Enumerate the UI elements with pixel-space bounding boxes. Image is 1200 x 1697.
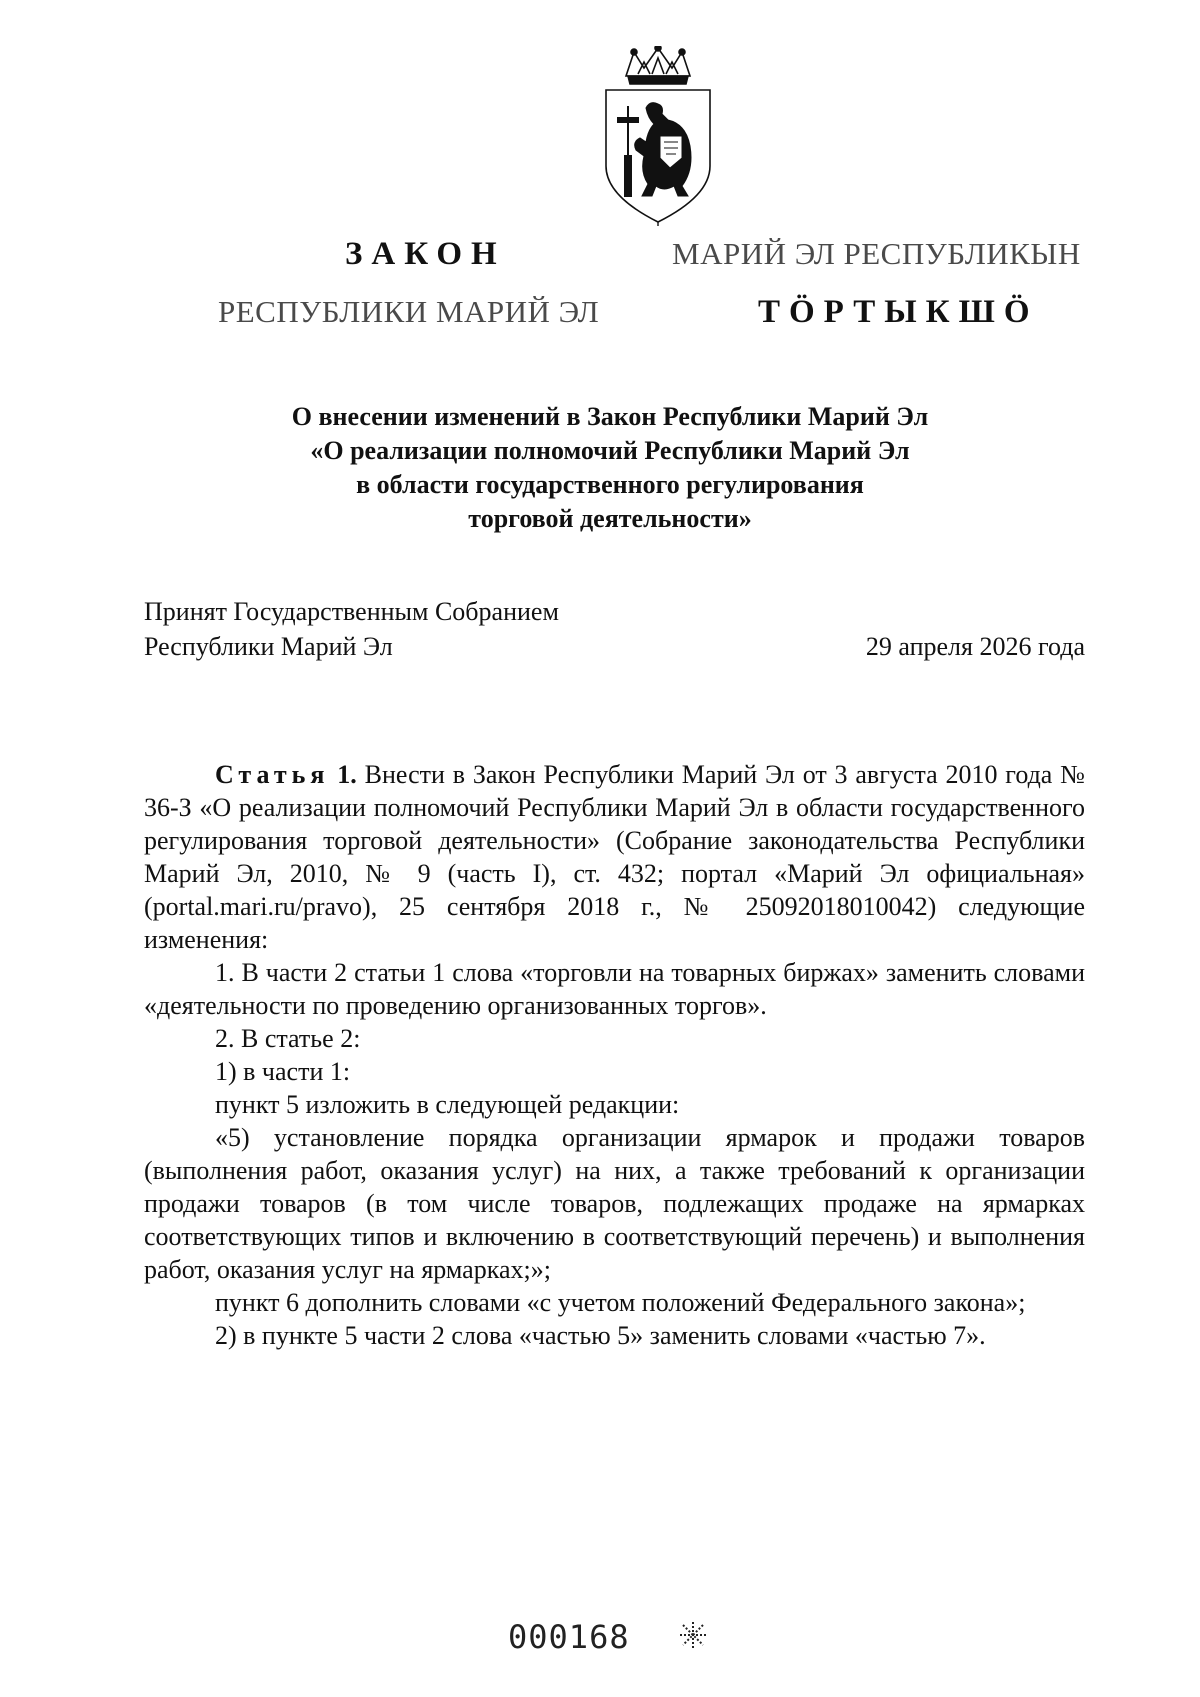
- asterisk-mark-icon: [678, 1620, 708, 1650]
- law-title-line: «О реализации полномочий Республики Марий Эл: [310, 436, 910, 465]
- adoption-statement: [144, 594, 559, 664]
- law-title-line: в области государственного регулирования: [356, 470, 864, 499]
- republic-name-ru: РЕСПУБЛИКИ МАРИЙ ЭЛ: [218, 294, 600, 329]
- article-label: Статья: [215, 760, 330, 789]
- law-heading-ru: ЗАКОН: [345, 236, 506, 272]
- article-paragraph: 2. В статье 2:: [215, 1024, 361, 1053]
- article-intro-text: Внести в Закон Республики Марий Эл от 3 августа 2010 года № 36-З «О реализации полномочий Республики Марий Эл в области государственного регулирования торговой деятельности» (Собрание законодательства Республики Марий Эл, 2010, № 9 (часть I), ст. 432; портал «Марий Эл официальная» (portal.mari.ru/pravo), 25 сентября 2018 г., № 25092018010042) следующие изменения:: [144, 760, 1085, 954]
- crown-icon: [626, 46, 690, 84]
- document-number: 000168: [508, 1618, 630, 1656]
- article-paragraph: «5) установление порядка организации ярмарок и продажи товаров (выполнения работ, оказания услуг) на них, а также требований к организации продажи товаров (в том числе товаров, подлежащих продаже на ярмарках соответствующих типов и включению в соответствующий перечень) и выполнения работ, оказания услуг на ярмарках;»;: [144, 1123, 1085, 1284]
- article-paragraph: пункт 6 дополнить словами «с учетом положений Федерального закона»;: [215, 1288, 1026, 1317]
- adoption-date: 29 апреля 2026 года: [865, 632, 1085, 661]
- adoption-line: Принят Государственным Собранием: [144, 597, 559, 626]
- law-title: [140, 400, 1080, 536]
- law-heading-mari: ТӦРТЫКШӦ: [758, 294, 1039, 330]
- law-title-line: О внесении изменений в Закон Республики Марий Эл: [291, 402, 929, 431]
- article-body: [144, 758, 1085, 1352]
- article-paragraph: 2) в пункте 5 части 2 слова «частью 5» заменить словами «частью 7».: [215, 1321, 986, 1350]
- article-paragraph: 1. В части 2 статьи 1 слова «торговли на товарных биржах» заменить словами «деятельности по проведению организованных торгов».: [144, 958, 1085, 1020]
- article-paragraph: пункт 5 изложить в следующей редакции:: [215, 1090, 680, 1119]
- coat-of-arms-emblem: [598, 46, 718, 226]
- article-number: 1.: [337, 760, 357, 789]
- law-title-line: торговой деятельности»: [468, 504, 752, 533]
- republic-name-mari: МАРИЙ ЭЛ РЕСПУБЛИКЫН: [672, 236, 1081, 271]
- article-1-intro: [144, 758, 1085, 956]
- adoption-line: Республики Марий Эл: [144, 632, 393, 661]
- article-paragraph: 1) в части 1:: [215, 1057, 351, 1086]
